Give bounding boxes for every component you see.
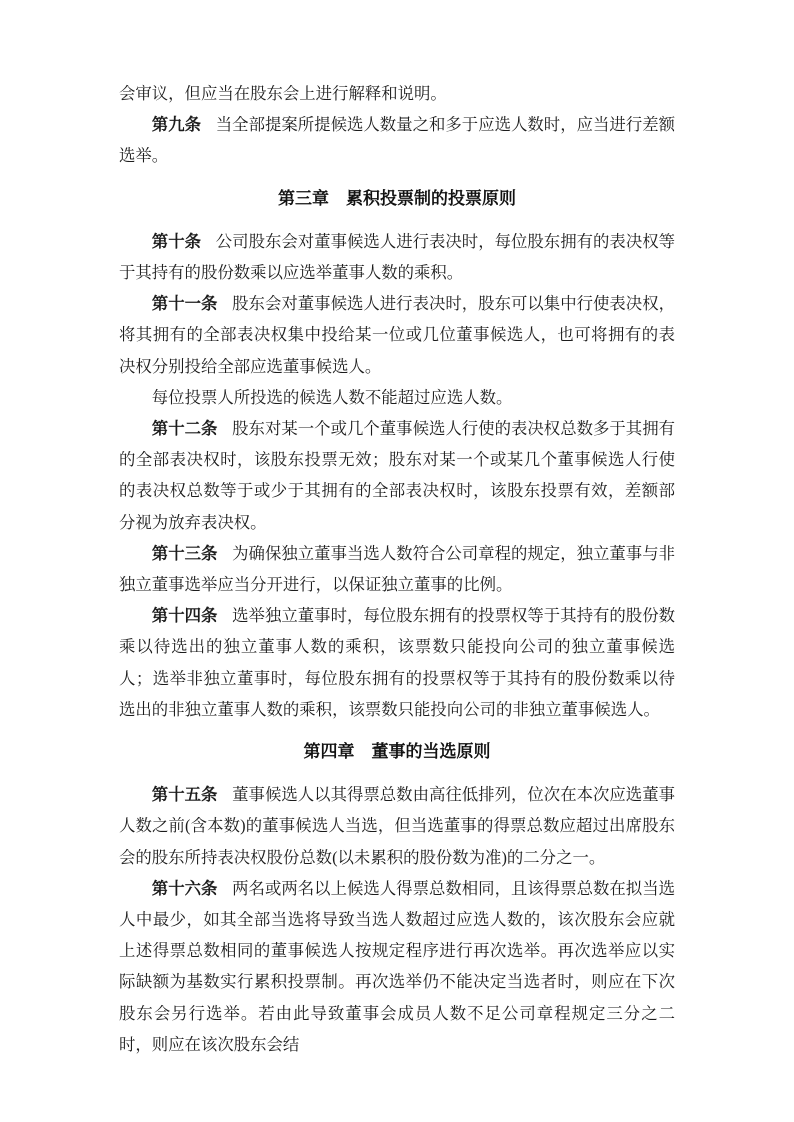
article-16-text: 两名或两名以上候选人得票总数相同，且该得票总数在拟当选人中最少，如其全部当选将导致当选人数超过应选人数的，该次股东会应就上述得票总数相同的董事候选人按规定程序进行再次选举。再次选举应以实际缺额为基数实行累积投票制。再次选举仍不能决定当选者时，则应在下次股东会另行选举。若由此导致董事会成员人数不足公司章程规定三分之二时，则应在该次股东会结	[119, 878, 675, 1054]
article-10-number: 第十条	[151, 231, 202, 251]
article-12-paragraph	[119, 413, 675, 538]
article-15-text: 董事候选人以其得票总数由高往低排列，位次在本次应选董事人数之前(含本数)的董事候选人当选，但当选董事的得票总数应超过出席股东会的股东所持表决权股份总数(以未累积的股份数为准)的二分之一。	[119, 785, 675, 867]
article-14-text: 选举独立董事时，每位股东拥有的投票权等于其持有的股份数乘以待选出的独立董事人数的乘积，该票数只能投向公司的独立董事候选人；选举非独立董事时，每位股东拥有的投票权等于其持有的股份数乘以待选出的非独立董事人数的乘积，该票数只能投向公司的非独立董事候选人。	[119, 606, 675, 719]
article-15-number: 第十五条	[151, 785, 218, 805]
article-10-text: 公司股东会对董事候选人进行表决时，每位股东拥有的表决权等于其持有的股份数乘以应选举董事人数的乘积。	[119, 231, 676, 283]
article-15-paragraph	[119, 779, 675, 873]
article-9-number: 第九条	[151, 115, 202, 135]
chapter-3-heading	[119, 183, 675, 214]
article-13-number: 第十三条	[151, 543, 218, 563]
article-11-number: 第十一条	[151, 294, 218, 314]
article-9-text: 当全部提案所提候选人数量之和多于应选人数时，应当进行差额选举。	[119, 115, 676, 166]
article-9-paragraph	[119, 109, 675, 171]
article-14-paragraph	[119, 600, 675, 725]
chapter-4-heading	[119, 736, 675, 767]
article-11-text: 股东会对董事候选人进行表决时，股东可以集中行使表决权，将其拥有的全部表决权集中投给某一位或几位董事候选人，也可将拥有的表决权分别投给全部应选董事候选人。	[119, 294, 675, 376]
article-10-paragraph	[119, 226, 675, 288]
article-13-paragraph	[119, 538, 675, 600]
paragraph-continuation: 会审议，但应当在股东会上进行解释和说明。	[119, 84, 447, 103]
chapter-4-number: 第四章	[303, 742, 355, 762]
article-12-text: 股东对某一个或几个董事候选人行使的表决权总数多于其拥有的全部表决权时，该股东投票无效；股东对某一个或某几个董事候选人行使的表决权总数等于或少于其拥有的全部表决权时，该股东投票有效，差额部分视为放弃表决权。	[119, 419, 675, 532]
article-11-paragraph	[119, 288, 675, 382]
chapter-3-title: 累积投票制的投票原则	[346, 188, 516, 208]
article-14-number: 第十四条	[151, 606, 218, 626]
chapter-3-number: 第三章	[278, 188, 329, 208]
article-13-text: 为确保独立董事当选人数符合公司章程的规定，独立董事与非独立董事选举应当分开进行，以保证独立董事的比例。	[119, 543, 675, 595]
article-16-number: 第十六条	[151, 878, 218, 898]
chapter-4-title: 董事的当选原则	[371, 742, 491, 762]
article-12-number: 第十二条	[151, 419, 218, 439]
article-16-paragraph	[119, 873, 675, 1060]
article-11-subparagraph: 每位投票人所投选的候选人数不能超过应选人数。	[151, 387, 513, 407]
